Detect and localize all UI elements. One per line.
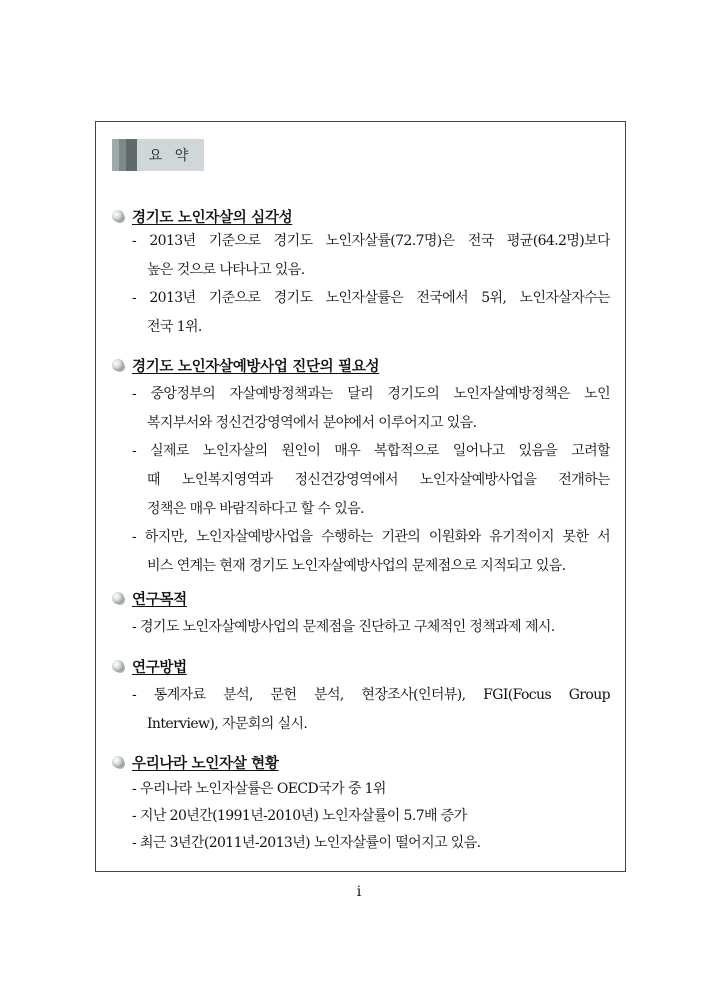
item-line: - 중앙정부의 자살예방정책과는 달리 경기도의 노인자살예방정책은 노인: [132, 386, 610, 402]
item-line: - 지난 20년간(1991년-2010년) 노인자살률이 5.7배 증가: [132, 808, 467, 824]
item-line: 비스 연계는 현재 경기도 노인자살예방사업의 문제점으로 지적되고 있음.: [147, 558, 566, 574]
summary-title: 요 약: [137, 139, 204, 171]
bullet-ball-icon: [112, 210, 124, 222]
item-line: - 최근 3년간(2011년-2013년) 노인자살률이 떨어지고 있음.: [132, 835, 481, 851]
item-line: 높은 것으로 나타나고 있음.: [147, 262, 305, 278]
section-title: 연구방법: [132, 659, 187, 676]
item-line: - 우리나라 노인자살률은 OECD국가 중 1위: [132, 781, 386, 797]
item-line: Interview), 자문회의 실시.: [147, 716, 308, 732]
item-line: - 하지만, 노인자살예방사업을 수행하는 기관의 이원화와 유기적이지 못한 서: [132, 529, 610, 545]
page-number: i: [356, 884, 362, 900]
section-title: 우리나라 노인자살 현황: [132, 755, 279, 772]
section-heading: [112, 206, 292, 226]
section-title: 경기도 노인자살의 심각성: [132, 209, 293, 226]
bullet-ball-icon: [112, 359, 124, 371]
item-line: - 통계자료 분석, 문헌 분석, 현장조사(인터뷰), FGI(Focus Group: [132, 687, 610, 703]
title-box-stripe: [119, 139, 126, 171]
item-line: - 2013년 기준으로 경기도 노인자살률(72.7명)은 전국 평균(64.2명)보다: [132, 233, 610, 249]
item-line: - 경기도 노인자살예방사업의 문제점을 진단하고 구체적인 정책과제 제시.: [132, 619, 555, 635]
item-line: 전국 1위.: [147, 319, 202, 335]
section-heading: [112, 588, 187, 608]
title-box-stripe: [126, 139, 137, 171]
item-line: - 2013년 기준으로 경기도 노인자살률은 전국에서 5위, 노인자살자수는: [132, 290, 610, 306]
section-title: 연구목적: [132, 591, 187, 608]
title-box-stripe: [112, 139, 119, 171]
item-line: 복지부서와 정신건강영역에서 분야에서 이루어지고 있음.: [147, 415, 477, 431]
section-heading: [112, 752, 279, 772]
section-heading: [112, 656, 187, 676]
summary-frame: [95, 121, 626, 872]
item-line: 정책은 매우 바람직하다고 할 수 있음.: [147, 501, 364, 517]
bullet-ball-icon: [112, 756, 124, 768]
section-heading: [112, 355, 379, 375]
bullet-ball-icon: [112, 592, 124, 604]
bullet-ball-icon: [112, 660, 124, 672]
item-line: 때 노인복지영역과 정신건강영역에서 노인자살예방사업을 전개하는: [147, 472, 610, 488]
summary-title-box: [112, 139, 204, 171]
section-title: 경기도 노인자살예방사업 진단의 필요성: [132, 358, 380, 375]
item-line: - 실제로 노인자살의 원인이 매우 복합적으로 일어나고 있음을 고려할: [132, 443, 610, 459]
